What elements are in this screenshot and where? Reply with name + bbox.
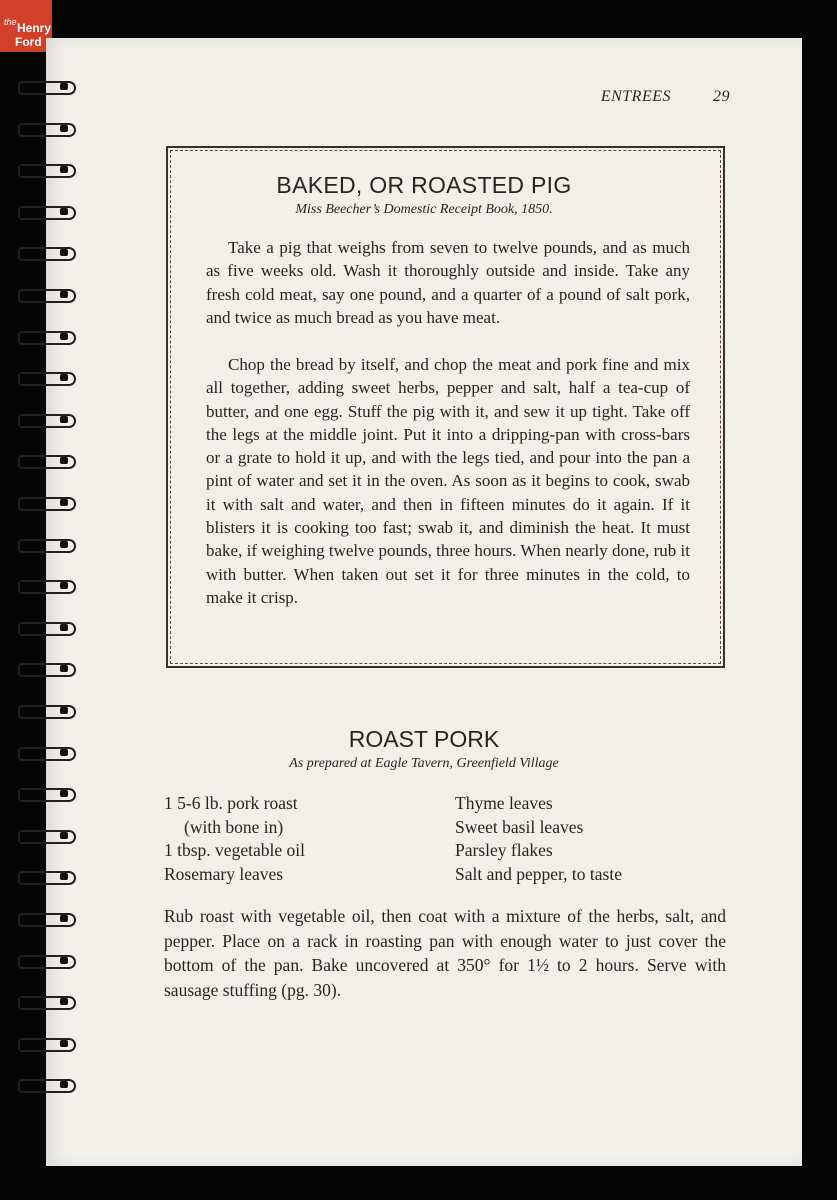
logo-henry: Henry [17, 21, 52, 35]
ingredient-item: Thyme leaves [455, 793, 553, 813]
spiral-coil [10, 452, 76, 468]
logo-ford: Ford [15, 35, 42, 49]
ingredients-right [455, 792, 622, 886]
spiral-coil [10, 952, 76, 968]
spiral-coil [10, 910, 76, 926]
ingredient-item: Sweet basil leaves [455, 816, 584, 837]
spiral-coil [10, 660, 76, 676]
spiral-coil [10, 744, 76, 760]
spiral-coil [10, 244, 76, 260]
ingredient-item: Salt and pepper, to taste [455, 863, 622, 884]
running-header [601, 88, 730, 106]
ingredient-item: Rosemary leaves [164, 863, 284, 884]
spiral-coil [10, 369, 76, 385]
spiral-coil [10, 1035, 76, 1051]
cookbook-page [46, 38, 802, 1166]
page-number: 29 [713, 88, 730, 105]
section-title: ENTREES [600, 88, 671, 105]
recipe-source-eagle-tavern: As prepared at Eagle Tavern, Greenfield Village [289, 756, 559, 771]
ingredient-item: (with bone in) [184, 816, 284, 837]
spiral-coil [10, 577, 76, 593]
recipe-source-beecher: Miss Beecher’s Domestic Receipt Book, 1850. [295, 202, 553, 217]
spiral-coil [10, 1076, 76, 1092]
spiral-coil [10, 619, 76, 635]
spiral-coil [10, 494, 76, 510]
spiral-coil [10, 328, 76, 344]
ingredient-item: 1 tbsp. vegetable oil [164, 840, 305, 860]
spiral-coil [10, 411, 76, 427]
ingredient-item: Parsley flakes [455, 840, 553, 860]
spiral-coil [10, 702, 76, 718]
recipe-method: Rub roast with vegetable oil, then coat with a mixture of the herbs, salt, and pepper. Place on a rack in roasting pan with enough water to just cover the bottom of the pan. Bake uncovered at 350° for 1½ to 2 hours. Serve with sausage stuffing (pg. 30). [164, 906, 726, 1000]
recipe-title-baked-pig: BAKED, OR ROASTED PIG [276, 172, 572, 198]
spiral-coil [10, 120, 76, 136]
spiral-coil [10, 868, 76, 884]
spiral-coil [10, 827, 76, 843]
spiral-coil [10, 785, 76, 801]
spiral-coil [10, 78, 76, 94]
ingredient-item: 1 5-6 lb. pork roast [164, 793, 298, 813]
spiral-binding [10, 78, 82, 1128]
spiral-coil [10, 286, 76, 302]
spiral-coil [10, 536, 76, 552]
spiral-coil [10, 203, 76, 219]
recipe-title-roast-pork: ROAST PORK [348, 726, 500, 752]
ingredients-left [164, 792, 305, 886]
recipe-paragraph: Take a pig that weighs from seven to twelve pounds, and as much as five weeks old. Wash it thoroughly outside and inside. Take any fresh cold meat, say one pound, and a quarter of a pound of salt pork, and twice as much bread as you have meat. [206, 238, 690, 327]
spiral-coil [10, 161, 76, 177]
recipe-paragraph: Chop the bread by itself, and chop the meat and pork fine and mix all together, adding sweet herbs, pepper and salt, half a tea-cup of butter, and one egg. Stuff the pig with it, and sew it up tight. Take off the legs at the middle joint. Put it into a dripping-pan with cross-bars or a grate to hold it up, and with the legs tied, and pour into the pan a pint of water and set it in the oven. As soon as it begins to cook, swab it with salt and water, and then in fifteen minutes do it again. If it blisters it is cooking too fast; swab it, and diminish the heat. It must bake, if weighing twelve pounds, three hours. When nearly done, rub it with butter. When taken out set it for three minutes in the cold, to make it crisp. [206, 355, 690, 607]
logo-the: the [4, 17, 17, 27]
henry-ford-logo [0, 0, 52, 52]
spiral-coil [10, 993, 76, 1009]
